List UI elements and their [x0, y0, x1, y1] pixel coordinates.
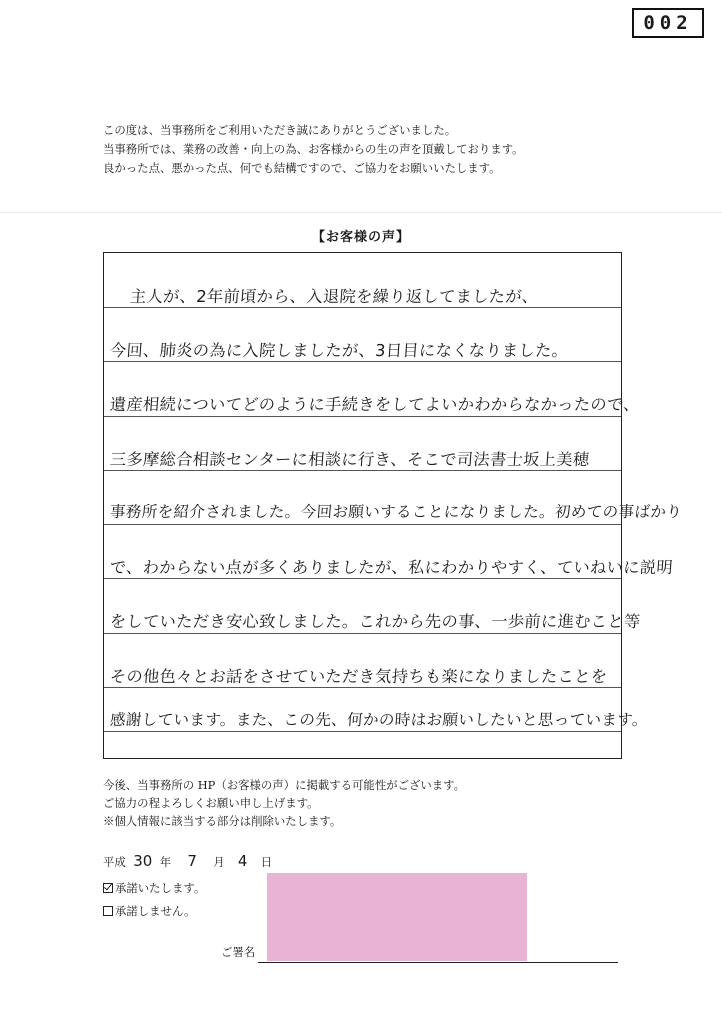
date-month-unit: 月: [213, 855, 225, 869]
date-row: [103, 852, 272, 870]
ruled-line: [104, 633, 621, 634]
handwritten-line: その他色々とお話をさせていただき気持ちも楽になりましたことを: [109, 667, 609, 686]
notice-line: ※個人情報に該当する部分は削除いたします。: [103, 814, 342, 828]
ruled-line: [104, 731, 621, 732]
ruled-line: [104, 687, 621, 688]
handwritten-line: 事務所を紹介されました。今回お願いすることになりました。初めての事ばかり: [109, 503, 683, 521]
consent-option-accept[interactable]: [103, 880, 205, 896]
ruled-line: [104, 578, 621, 579]
notice-line: ご協力の程よろしくお願い申し上げます。: [103, 796, 319, 810]
date-day-unit: 日: [260, 855, 273, 869]
intro-line: この度は、当事務所をご利用いただき誠にありがとうございました。: [103, 123, 457, 137]
ruled-line: [104, 361, 621, 362]
handwritten-line: 三多摩総合相談センターに相談に行き、そこで司法書士坂上美穂: [109, 450, 591, 469]
date-month: 7: [187, 852, 197, 870]
handwritten-line: 感謝しています。また、この先、何かの時はお願いしたいと思っています。: [109, 711, 649, 729]
ruled-line: [104, 524, 621, 525]
date-year: 30: [133, 852, 153, 870]
intro-line: 良かった点、悪かった点、何でも結構ですので、ご協力をお願いいたします。: [103, 161, 501, 175]
handwritten-line: をしていただき安心致しました。これから先の事、一歩前に進むこと等: [109, 612, 642, 631]
fold-line: [0, 212, 722, 213]
ruled-line: [104, 470, 621, 471]
handwritten-line: 今回、肺炎の為に入院しましたが、3日目になくなりました。: [109, 341, 569, 360]
date-day: 4: [237, 852, 248, 870]
consent-option-decline[interactable]: [103, 903, 195, 919]
date-year-unit: 年: [159, 855, 172, 869]
notice-line: 今後、当事務所の HP（お客様の声）に掲載する可能性がございます。: [103, 778, 466, 792]
signature-label: ご署名: [221, 945, 256, 959]
handwritten-line: 主人が、2年前頃から、入退院を繰り返してましたが、: [129, 287, 540, 306]
handwritten-line: 遺産相続についてどのように手続きをしてよいかわからなかったので、: [109, 395, 641, 414]
notice-text: [103, 776, 465, 830]
checkbox-checked-icon[interactable]: [103, 883, 113, 893]
date-era: 平成: [103, 855, 126, 869]
handwritten-line: で、わからない点が多くありましたが、私にわかりやすく、ていねいに説明: [109, 558, 674, 577]
signature-line: [258, 962, 618, 963]
section-title: 【お客様の声】: [311, 230, 410, 245]
intro-text: [103, 121, 524, 178]
ruled-line: [104, 416, 621, 417]
ruled-line: [104, 307, 621, 308]
document-number: 002: [632, 8, 704, 38]
consent-option-label: 承諾しません。: [115, 904, 196, 918]
customer-voice-box: [103, 252, 683, 759]
checkbox-icon[interactable]: [103, 906, 113, 916]
intro-line: 当事務所では、業務の改善・向上の為、お客様からの生の声を頂戴しております。: [103, 142, 524, 156]
redaction-block: [267, 873, 527, 961]
consent-option-label: 承諾いたします。: [115, 881, 206, 895]
